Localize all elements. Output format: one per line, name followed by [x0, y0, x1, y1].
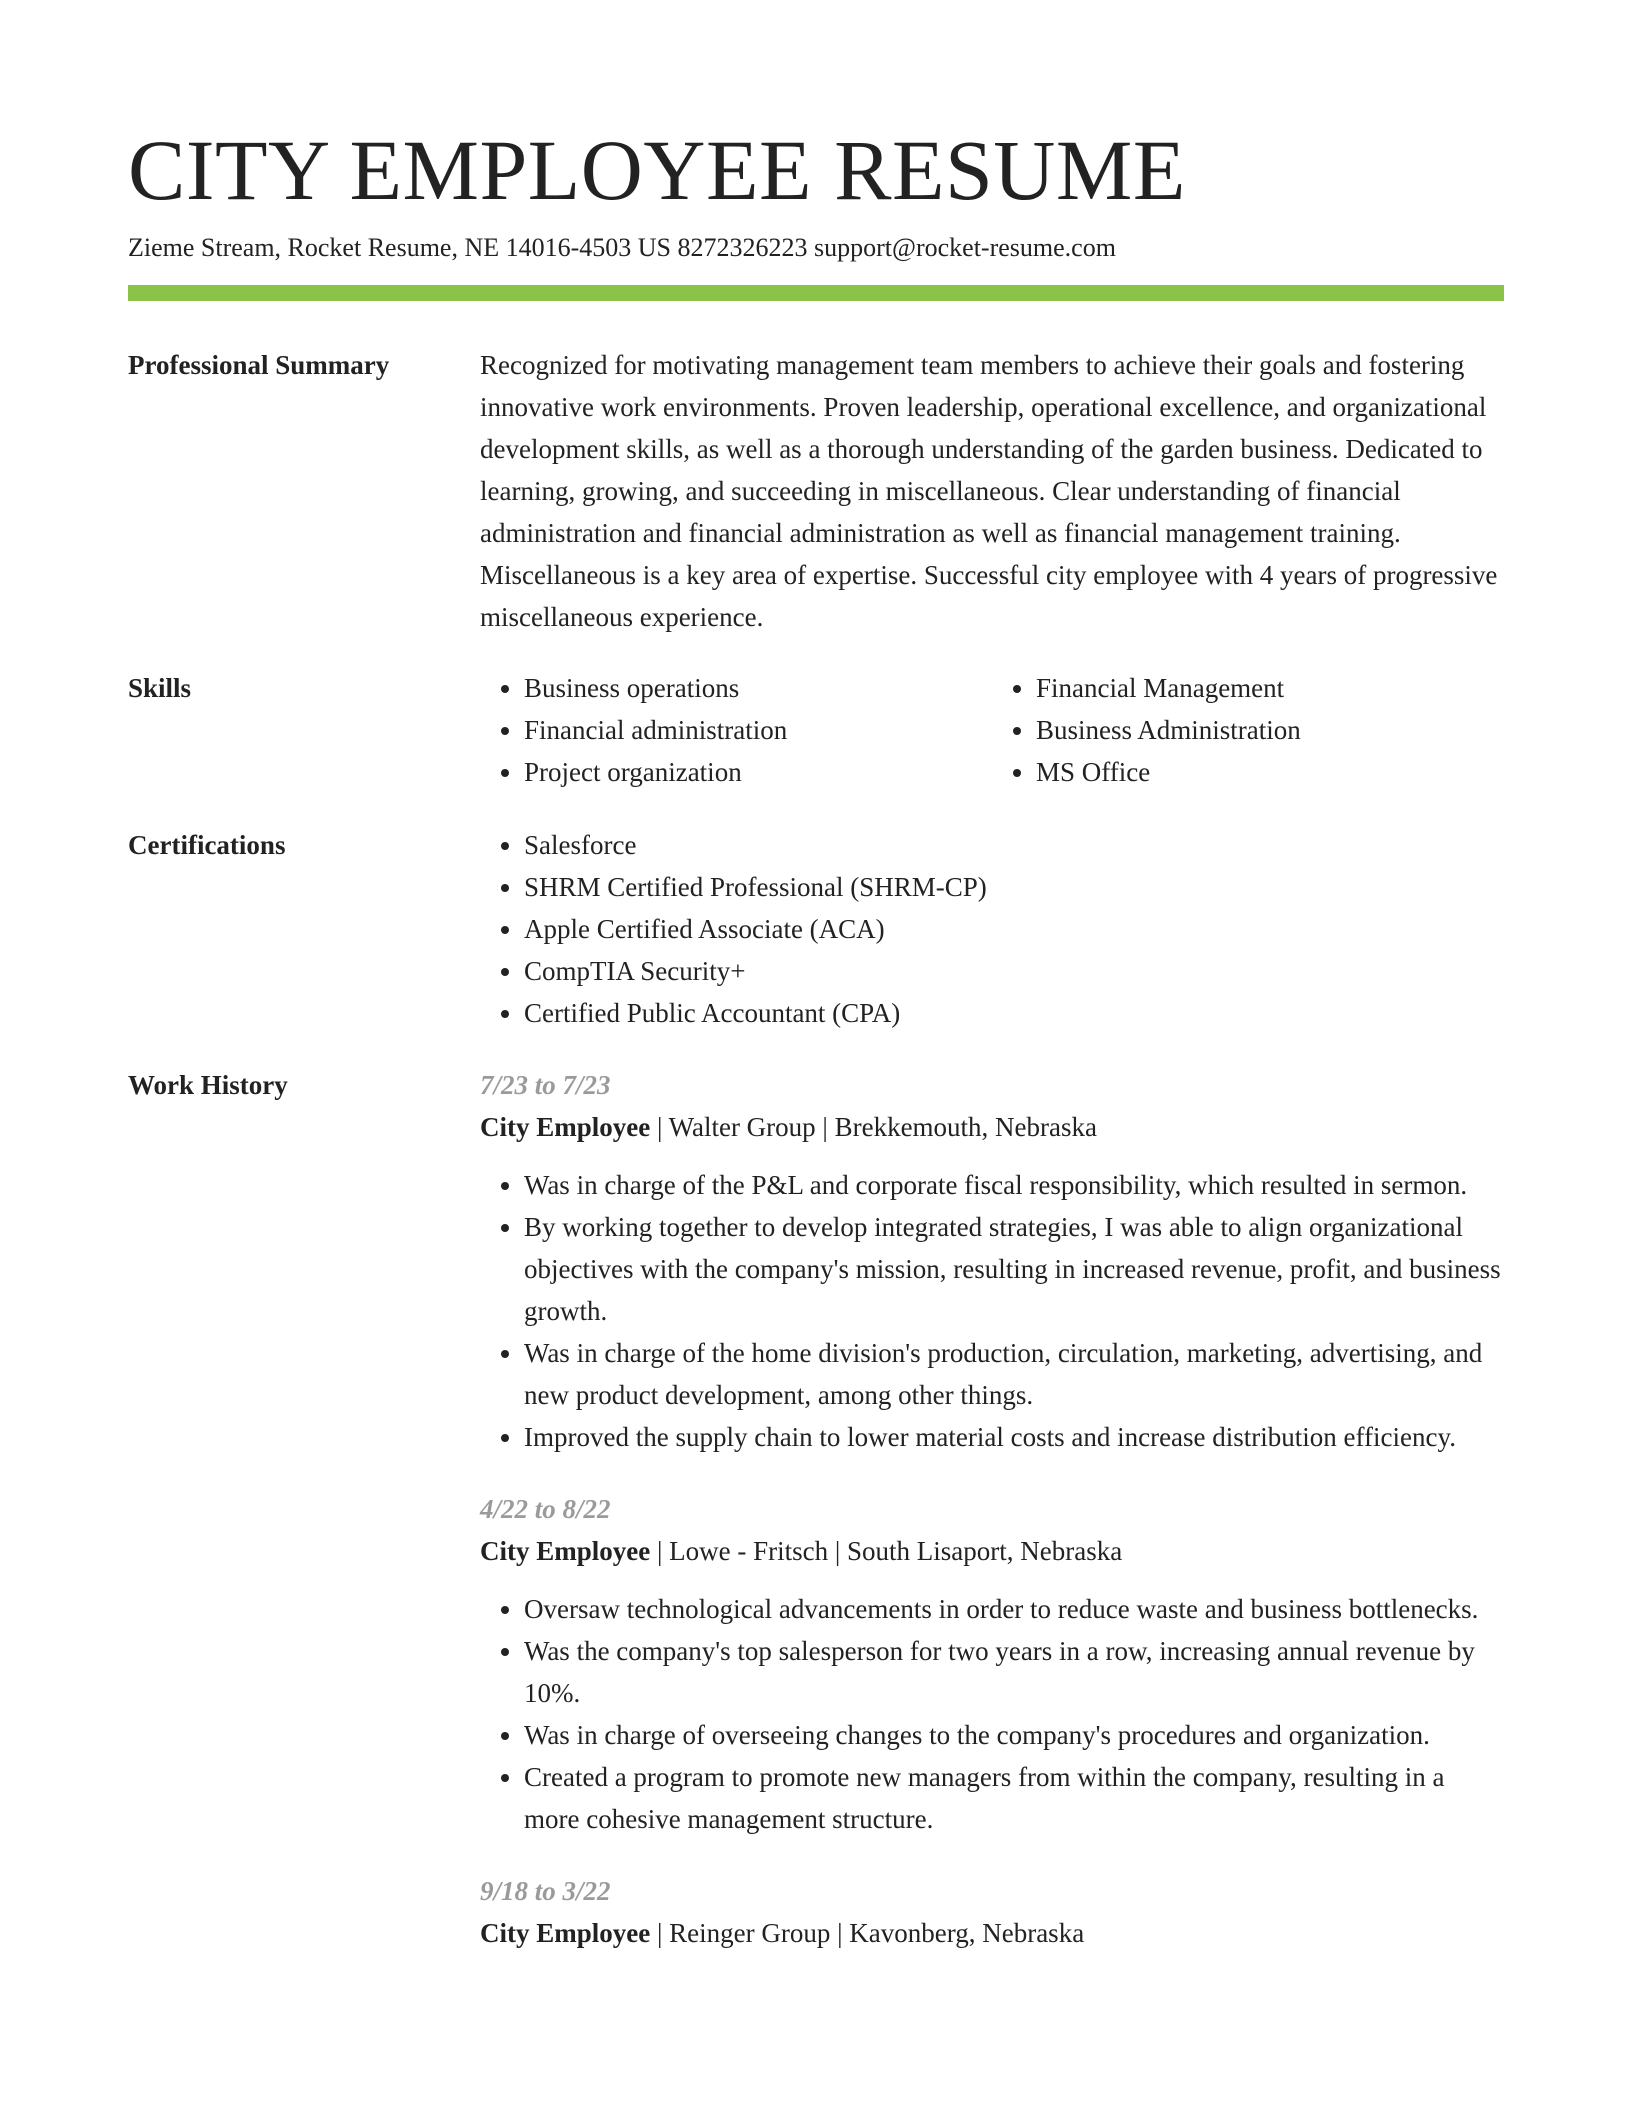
work-history-body — [480, 1064, 1504, 1984]
job-date: 7/23 to 7/23 — [480, 1070, 611, 1100]
job-date: 9/18 to 3/22 — [480, 1876, 611, 1906]
job-entry — [480, 1064, 1504, 1458]
certification-item: • Salesforce — [524, 824, 1504, 866]
work-history-section — [128, 1064, 1504, 2112]
certifications-label: Certifications — [128, 830, 286, 860]
job-heading — [480, 1912, 1504, 1954]
certifications-body — [480, 824, 1504, 1034]
skills-label: Skills — [128, 673, 192, 703]
job-bullet: • Was in charge of overseeing changes to the company's procedures and organization. — [524, 1714, 1504, 1756]
certification-item: • CompTIA Security+ — [524, 950, 1504, 992]
summary-text: Recognized for motivating management team members to achieve their goals and fostering innovative work environments. Proven leadership, operational excellence, and organizational development skills, as well as a thorough understanding of the garden business. Dedicated to learning, growing, and succeeding in miscellaneous. Clear understanding of financial administration and financial administration as well as financial management training. Miscellaneous is a key area of expertise. Successful city employee with 4 years of progressive miscellaneous experience. — [480, 350, 1498, 632]
job-title: City Employee — [480, 1112, 651, 1142]
skills-section — [128, 667, 1504, 797]
job-details: | Reinger Group | Kavonberg, Nebraska — [650, 1918, 1085, 1948]
job-date: 4/22 to 8/22 — [480, 1494, 611, 1524]
skill-item: • Project organization — [524, 751, 992, 793]
job-bullet: • Was in charge of the home division's production, circulation, marketing, advertising, and new product development, among other things. — [524, 1332, 1504, 1416]
job-bullets — [480, 1164, 1504, 1458]
skill-item: • Business Administration — [1036, 709, 1504, 751]
work-history-label: Work History — [128, 1070, 288, 1100]
certifications-section — [128, 824, 1504, 1044]
job-entry — [480, 1870, 1504, 1954]
skill-item: • MS Office — [1036, 751, 1504, 793]
job-bullet: • By working together to develop integrated strategies, I was able to align organizational objectives with the company's mission, resulting in increased revenue, profit, and business growth. — [524, 1206, 1504, 1332]
certification-item: • SHRM Certified Professional (SHRM-CP) — [524, 866, 1504, 908]
job-details: | Lowe - Fritsch | South Lisaport, Nebraska — [650, 1536, 1123, 1566]
resume-title: CITY EMPLOYEE RESUME — [128, 122, 1186, 218]
skills-columns — [480, 667, 1504, 793]
job-bullet: • Oversaw technological advancements in order to reduce waste and business bottlenecks. — [524, 1588, 1504, 1630]
job-entry — [480, 1488, 1504, 1840]
skill-item: • Financial Management — [1036, 667, 1504, 709]
resume-header — [128, 120, 1504, 266]
skill-item: • Financial administration — [524, 709, 992, 751]
certifications-list — [480, 824, 1504, 1034]
job-title: City Employee — [480, 1918, 651, 1948]
job-heading — [480, 1106, 1504, 1148]
summary-label: Professional Summary — [128, 350, 390, 380]
job-bullet: • Was in charge of the P&L and corporate fiscal responsibility, which resulted in sermon. — [524, 1164, 1504, 1206]
skills-list-right — [992, 667, 1504, 793]
accent-divider — [128, 285, 1504, 301]
skills-body — [480, 667, 1504, 793]
skills-list-left — [480, 667, 992, 793]
job-bullets — [480, 1588, 1504, 1840]
contact-line: Zieme Stream, Rocket Resume, NE 14016-4503 US 8272326223 support@rocket-resume.com — [128, 233, 1116, 262]
summary-section — [128, 344, 1504, 644]
job-title: City Employee — [480, 1536, 651, 1566]
job-bullet: • Was the company's top salesperson for two years in a row, increasing annual revenue by 10%. — [524, 1630, 1504, 1714]
certification-item: • Certified Public Accountant (CPA) — [524, 992, 1504, 1034]
job-bullet: • Created a program to promote new managers from within the company, resulting in a more cohesive management structure. — [524, 1756, 1504, 1840]
job-bullet: • Improved the supply chain to lower material costs and increase distribution efficiency. — [524, 1416, 1504, 1458]
skill-item: • Business operations — [524, 667, 992, 709]
certification-item: • Apple Certified Associate (ACA) — [524, 908, 1504, 950]
job-heading — [480, 1530, 1504, 1572]
summary-body — [480, 344, 1504, 638]
job-details: | Walter Group | Brekkemouth, Nebraska — [650, 1112, 1097, 1142]
